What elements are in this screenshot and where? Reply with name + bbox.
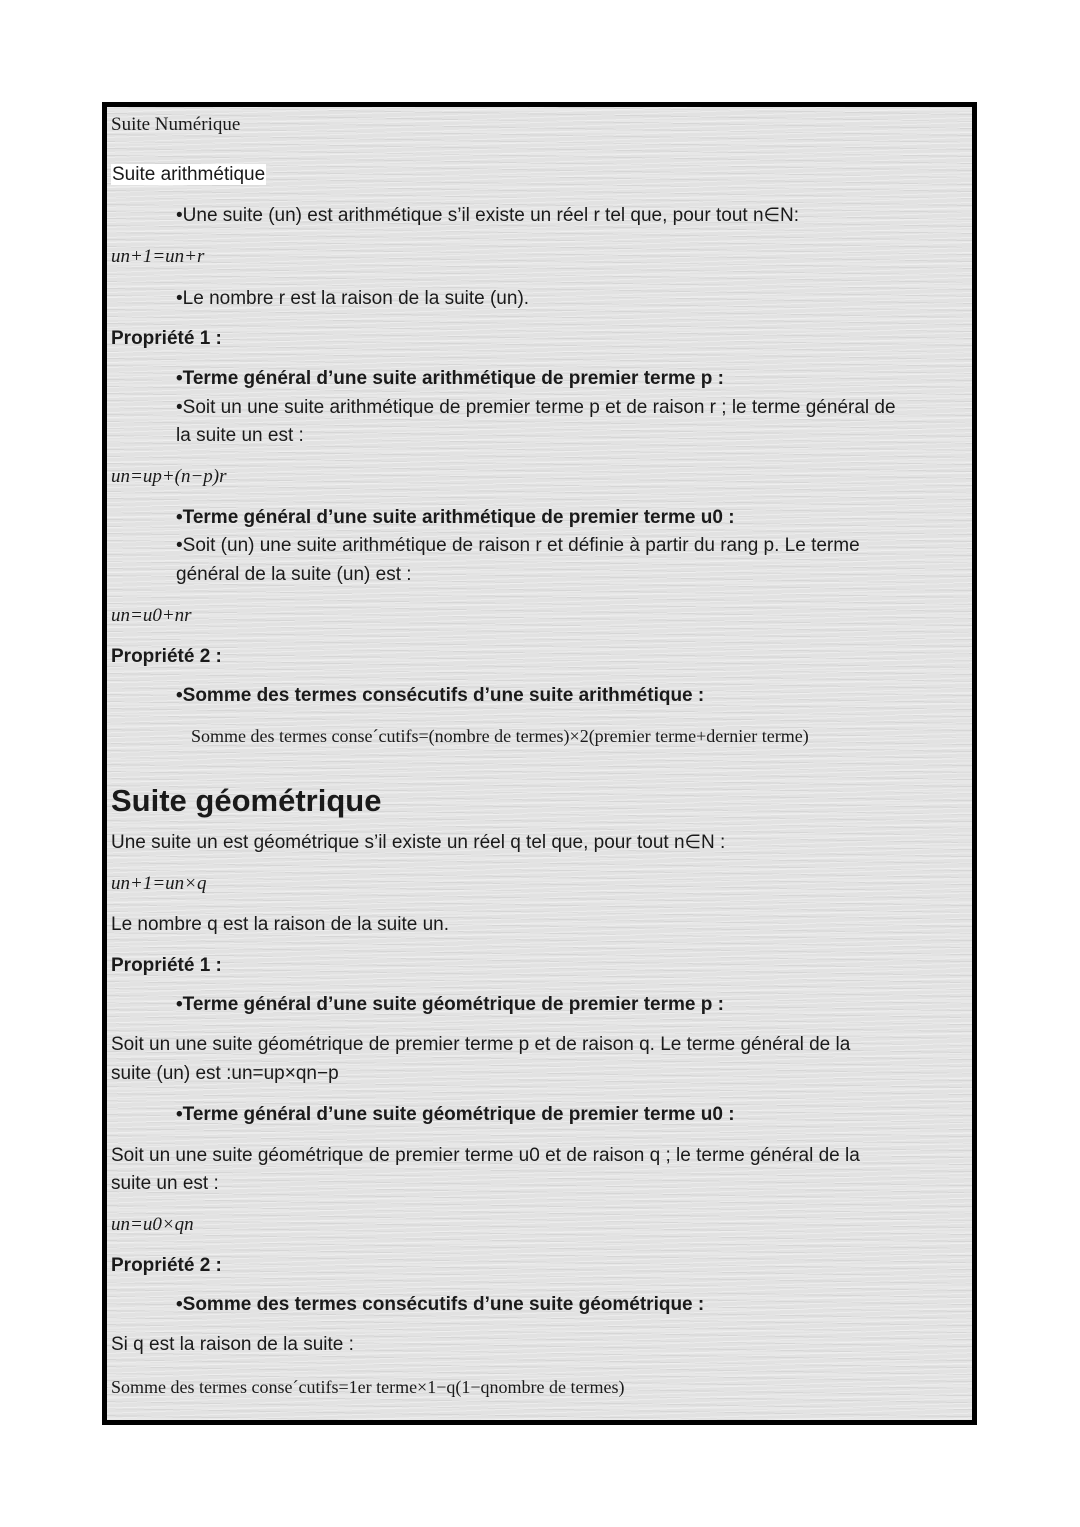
arith-definition: •Une suite (un) est arithmétique s’il existe un réel r tel que, pour tout n∈N: <box>176 205 800 226</box>
section-heading-arithmetic-text: Suite arithmétique <box>112 164 266 185</box>
arith-property-1-formula-b: un=u0+nr <box>111 605 192 626</box>
arith-property-1-title-b: •Terme général d’une suite arithmétique de premier terme u0 : <box>176 507 735 528</box>
arith-property-1-title-a: •Terme général d’une suite arithmétique de premier terme p : <box>176 368 724 389</box>
geo-definition: Une suite un est géométrique s’il existe un réel q tel que, pour tout n∈N : <box>111 832 726 853</box>
geo-property-1-title-b: •Terme général d’une suite géométrique de premier terme u0 : <box>176 1104 735 1125</box>
geo-property-2-label: Propriété 2 : <box>111 1255 222 1276</box>
arith-definition-formula: un+1=un+r <box>111 246 205 267</box>
document-title: Suite Numérique <box>111 114 241 135</box>
arith-property-2-title: •Somme des termes consécutifs d’une suite arithmétique : <box>176 685 705 706</box>
geo-property-1-text-b2: suite un est : <box>111 1173 219 1194</box>
geo-property-2-title: •Somme des termes consécutifs d’une suite géométrique : <box>176 1294 705 1315</box>
geo-property-1-title-a: •Terme général d’une suite géométrique de premier terme p : <box>176 994 724 1015</box>
geo-property-1-text-b1: Soit un une suite géométrique de premier terme u0 et de raison q ; le terme général de la <box>111 1145 860 1166</box>
geo-raison: Le nombre q est la raison de la suite un. <box>111 914 449 935</box>
geo-property-2-condition: Si q est la raison de la suite : <box>111 1334 354 1355</box>
geo-definition-formula: un+1=un×q <box>111 873 207 894</box>
geo-property-1-text-a1: Soit un une suite géométrique de premier terme p et de raison q. Le terme général de la <box>111 1034 851 1055</box>
geo-sum-formula: Somme des termes conse´cutifs=1er terme×1−q(1−qnombre de termes) <box>111 1377 625 1397</box>
arith-property-2-label: Propriété 2 : <box>111 646 222 667</box>
arith-property-1-formula-a: un=up+(n−p)r <box>111 466 227 487</box>
geo-property-1-label: Propriété 1 : <box>111 955 222 976</box>
arith-property-1-label: Propriété 1 : <box>111 328 222 349</box>
arith-property-1-text-a1: •Soit un une suite arithmétique de premier terme p et de raison r ; le terme général de <box>176 397 896 418</box>
arith-property-1-text-a2: la suite un est : <box>176 425 304 446</box>
arith-raison: •Le nombre r est la raison de la suite (un). <box>176 288 530 309</box>
geo-property-1-text-a2: suite (un) est :un=up×qn−p <box>111 1063 339 1084</box>
section-heading-arithmetic <box>111 163 266 187</box>
geo-property-1-formula-b: un=u0×qn <box>111 1214 194 1235</box>
section-heading-geometric: Suite géométrique <box>111 783 382 818</box>
arith-sum-formula: Somme des termes conse´cutifs=(nombre de termes)×2(premier terme+dernier terme) <box>191 726 809 746</box>
arith-property-1-text-b1: •Soit (un) une suite arithmétique de raison r et définie à partir du rang p. Le terme <box>176 535 860 556</box>
arith-property-1-text-b2: général de la suite (un) est : <box>176 564 412 585</box>
